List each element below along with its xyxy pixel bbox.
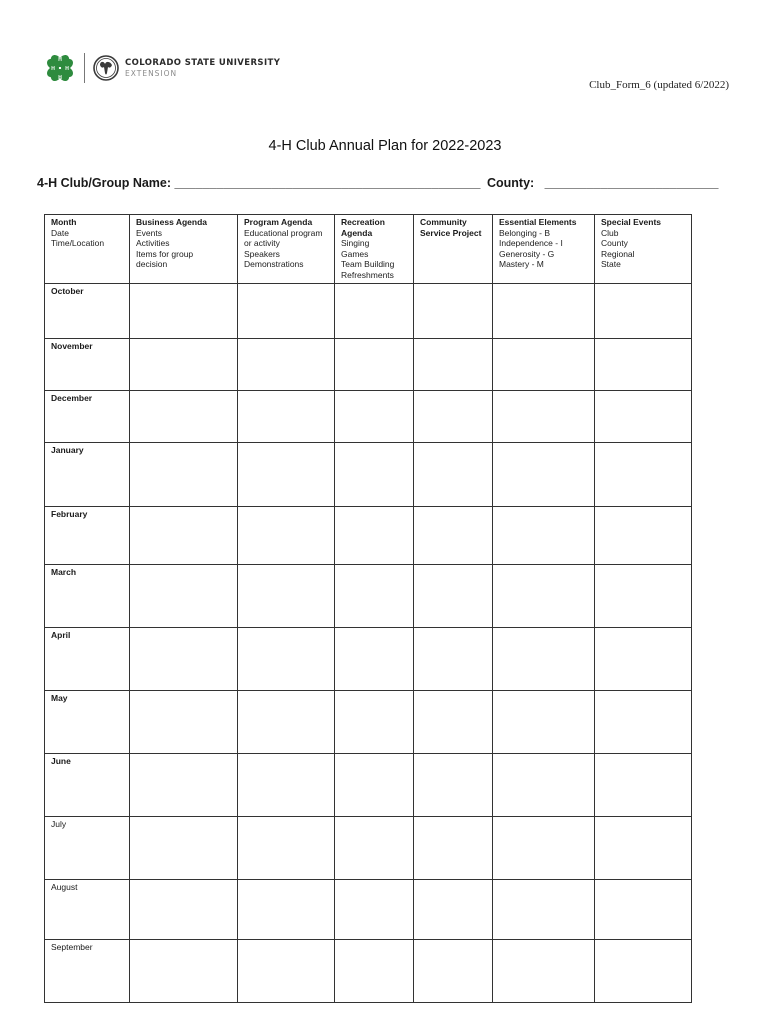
column-header [595, 215, 692, 284]
annual-plan-table [44, 214, 692, 1003]
entry-cell[interactable] [493, 940, 595, 1003]
entry-cell[interactable] [130, 284, 238, 339]
entry-cell[interactable] [238, 880, 335, 940]
table-row [45, 391, 692, 443]
month-cell [45, 339, 130, 391]
university-name: COLORADO STATE UNIVERSITY [125, 58, 281, 68]
entry-cell[interactable] [595, 754, 692, 817]
entry-cell[interactable] [414, 880, 493, 940]
table-row [45, 754, 692, 817]
entry-cell[interactable] [335, 880, 414, 940]
month-label: September [51, 942, 93, 952]
column-subtitle: Mastery - M [499, 259, 544, 269]
table-row [45, 940, 692, 1003]
entry-cell[interactable] [493, 339, 595, 391]
column-subtitle: Games [341, 248, 369, 259]
entry-cell[interactable] [130, 940, 238, 1003]
logo-group [42, 50, 280, 86]
column-subtitle: Time/Location [51, 238, 105, 248]
table-header-row [45, 215, 692, 284]
column-subtitle: Date [51, 227, 69, 238]
entry-cell[interactable] [238, 691, 335, 754]
column-subtitle: Team Building [341, 259, 395, 269]
entry-cell[interactable] [335, 391, 414, 443]
entry-cell[interactable] [335, 284, 414, 339]
entry-cell[interactable] [130, 565, 238, 628]
entry-cell[interactable] [335, 817, 414, 880]
table-row [45, 628, 692, 691]
entry-cell[interactable] [414, 443, 493, 507]
entry-cell[interactable] [335, 754, 414, 817]
month-label: March [51, 567, 77, 577]
column-header [335, 215, 414, 284]
table-row [45, 284, 692, 339]
entry-cell[interactable] [414, 565, 493, 628]
entry-cell[interactable] [238, 507, 335, 565]
entry-cell[interactable] [130, 880, 238, 940]
entry-cell[interactable] [238, 339, 335, 391]
column-title: Special Events [601, 217, 662, 227]
entry-cell[interactable] [493, 507, 595, 565]
entry-cell[interactable] [238, 284, 335, 339]
month-label: June [51, 756, 71, 766]
month-label: November [51, 341, 93, 351]
entry-cell[interactable] [493, 817, 595, 880]
entry-cell[interactable] [238, 391, 335, 443]
page-title: 4-H Club Annual Plan for 2022-2023 [268, 138, 502, 154]
month-cell [45, 628, 130, 691]
month-cell [45, 507, 130, 565]
entry-cell[interactable] [335, 339, 414, 391]
column-header [45, 215, 130, 284]
university-unit: EXTENSION [125, 68, 178, 78]
entry-cell[interactable] [595, 391, 692, 443]
club-name-blank: ____________________________________________ [174, 176, 481, 190]
month-label: October [51, 286, 84, 296]
column-title: Program Agenda [244, 217, 313, 227]
table-row [45, 817, 692, 880]
month-cell [45, 880, 130, 940]
column-header [493, 215, 595, 284]
entry-cell[interactable] [335, 628, 414, 691]
month-label: August [51, 882, 78, 892]
form-code: Club_Form_6 (updated 6/2022) [589, 79, 729, 91]
entry-cell[interactable] [414, 391, 493, 443]
entry-cell[interactable] [130, 754, 238, 817]
column-subtitle: Activities [136, 238, 170, 248]
entry-cell[interactable] [335, 507, 414, 565]
column-subtitle: Educational program [244, 227, 323, 238]
column-subtitle: Speakers [244, 248, 280, 259]
svg-text:H: H [58, 75, 62, 81]
month-label: January [51, 445, 84, 455]
entry-cell[interactable] [130, 339, 238, 391]
entry-cell[interactable] [238, 443, 335, 507]
entry-cell[interactable] [335, 940, 414, 1003]
month-label: February [51, 509, 88, 519]
entry-cell[interactable] [493, 880, 595, 940]
column-subtitle: Demonstrations [244, 259, 304, 269]
entry-cell[interactable] [414, 754, 493, 817]
month-cell [45, 443, 130, 507]
entry-cell[interactable] [130, 507, 238, 565]
entry-cell[interactable] [595, 339, 692, 391]
column-header [238, 215, 335, 284]
entry-cell[interactable] [414, 339, 493, 391]
month-cell [45, 284, 130, 339]
four-h-clover-icon [42, 50, 78, 86]
entry-cell[interactable] [493, 628, 595, 691]
club-name-field [37, 176, 480, 190]
month-cell [45, 940, 130, 1003]
entry-cell[interactable] [414, 284, 493, 339]
club-name-label: 4-H Club/Group Name: [37, 176, 172, 190]
county-blank: _________________________ [544, 176, 719, 190]
entry-cell[interactable] [335, 565, 414, 628]
column-header [414, 215, 493, 284]
entry-cell[interactable] [238, 754, 335, 817]
svg-text:H: H [65, 66, 69, 72]
entry-cell[interactable] [493, 284, 595, 339]
entry-cell[interactable] [335, 691, 414, 754]
column-subtitle: Belonging - B [499, 227, 551, 238]
month-label: April [51, 630, 71, 640]
month-cell [45, 691, 130, 754]
column-subtitle: Regional [601, 248, 635, 259]
month-cell [45, 817, 130, 880]
entry-cell[interactable] [238, 940, 335, 1003]
table-row [45, 691, 692, 754]
column-subtitle: Items for group [136, 248, 194, 259]
entry-cell[interactable] [130, 817, 238, 880]
entry-cell[interactable] [595, 880, 692, 940]
column-title: Month [51, 217, 77, 227]
column-title: Business Agenda [136, 217, 208, 227]
entry-cell[interactable] [238, 628, 335, 691]
month-label: July [51, 819, 67, 829]
entry-cell[interactable] [130, 691, 238, 754]
csu-ram-icon [93, 55, 119, 81]
county-field [487, 176, 718, 190]
column-subtitle: Club [601, 227, 619, 238]
entry-cell[interactable] [130, 443, 238, 507]
entry-cell[interactable] [595, 628, 692, 691]
month-cell [45, 754, 130, 817]
entry-cell[interactable] [414, 691, 493, 754]
column-header [130, 215, 238, 284]
entry-cell[interactable] [595, 565, 692, 628]
entry-cell[interactable] [595, 507, 692, 565]
entry-cell[interactable] [595, 284, 692, 339]
entry-cell[interactable] [130, 628, 238, 691]
entry-cell[interactable] [493, 443, 595, 507]
column-title: Essential Elements [499, 217, 577, 227]
column-subtitle: Refreshments [341, 269, 394, 280]
entry-cell[interactable] [414, 628, 493, 691]
entry-cell[interactable] [130, 391, 238, 443]
column-subtitle: Events [136, 227, 162, 238]
entry-cell[interactable] [414, 817, 493, 880]
entry-cell[interactable] [595, 443, 692, 507]
month-cell [45, 391, 130, 443]
entry-cell[interactable] [595, 940, 692, 1003]
column-title: Community Service Project [420, 217, 482, 238]
entry-cell[interactable] [335, 443, 414, 507]
table-row [45, 880, 692, 940]
entry-cell[interactable] [595, 817, 692, 880]
column-subtitle: Generosity - G [499, 248, 555, 259]
column-subtitle: decision [136, 259, 168, 269]
table-row [45, 339, 692, 391]
column-subtitle: State [601, 259, 621, 269]
entry-cell[interactable] [414, 940, 493, 1003]
month-label: December [51, 393, 93, 403]
table-row [45, 507, 692, 565]
entry-cell[interactable] [493, 391, 595, 443]
logo-divider [84, 53, 85, 83]
entry-cell[interactable] [238, 817, 335, 880]
column-subtitle: County [601, 238, 628, 248]
svg-text:H: H [51, 66, 55, 72]
entry-cell[interactable] [238, 565, 335, 628]
entry-cell[interactable] [493, 565, 595, 628]
entry-cell[interactable] [493, 754, 595, 817]
column-subtitle: or activity [244, 238, 280, 248]
table-row [45, 565, 692, 628]
entry-cell[interactable] [493, 691, 595, 754]
table-row [45, 443, 692, 507]
column-subtitle: Singing [341, 238, 370, 248]
month-label: May [51, 693, 68, 703]
svg-text:H: H [58, 57, 62, 63]
column-subtitle: Independence - I [499, 238, 563, 248]
column-title: Recreation Agenda [341, 217, 385, 238]
month-cell [45, 565, 130, 628]
county-label: County: [487, 176, 535, 190]
entry-cell[interactable] [414, 507, 493, 565]
entry-cell[interactable] [595, 691, 692, 754]
